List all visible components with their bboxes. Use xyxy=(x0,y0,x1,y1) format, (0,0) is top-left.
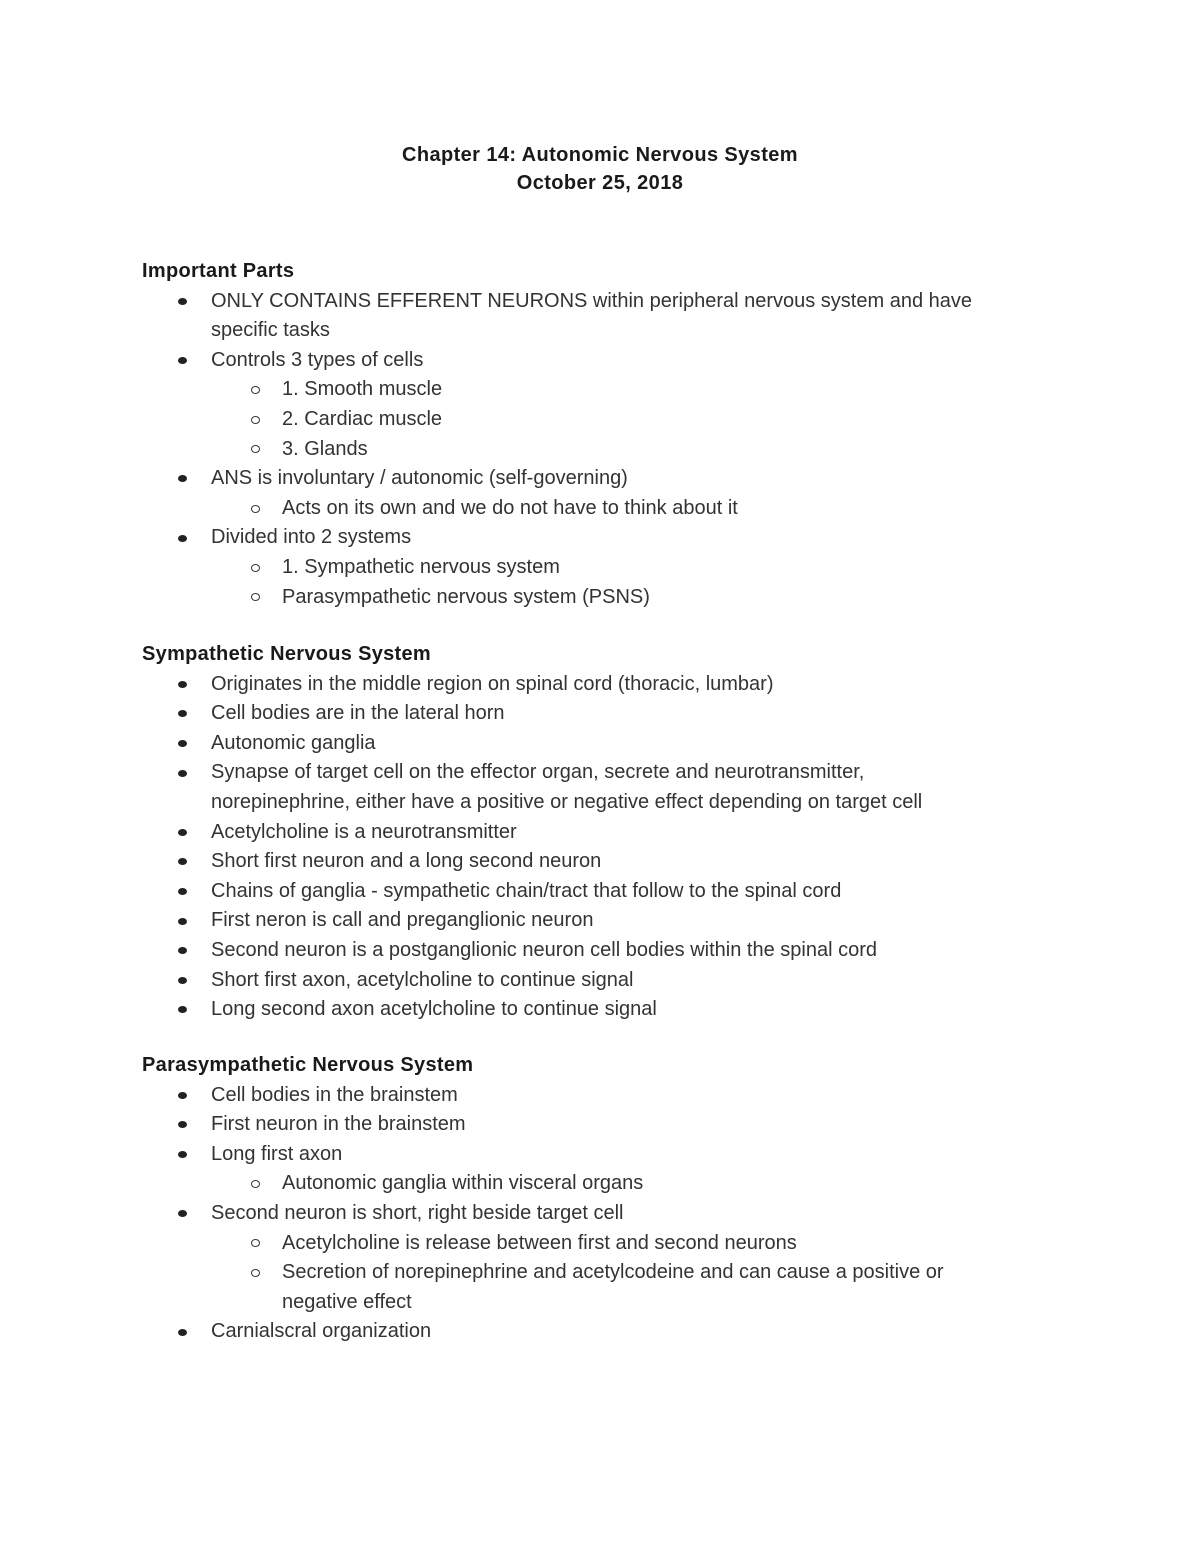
list-item xyxy=(142,877,1102,907)
list-item-text: 2. Cardiac muscle xyxy=(282,407,443,430)
bullet-disc-icon xyxy=(175,966,189,996)
list-item-text: Chains of ganglia - sympathetic chain/tract that follow to the spinal cord xyxy=(211,879,842,902)
bullet-disc-icon xyxy=(175,346,189,376)
list-item xyxy=(142,1288,1102,1318)
list-item xyxy=(142,847,1102,877)
list-item-text: Autonomic ganglia within visceral organs xyxy=(282,1172,644,1195)
list-item-text: Synapse of target cell on the effector organ, secrete and neurotransmitter, xyxy=(211,761,865,784)
list-item-text: Controls 3 types of cells xyxy=(211,348,424,371)
list-item-text: specific tasks xyxy=(211,319,330,342)
list-item-text: Long second axon acetylcholine to continue signal xyxy=(211,998,657,1021)
list-item-text: Short first axon, acetylcholine to continue signal xyxy=(211,968,634,991)
list-item-text: Second neuron is short, right beside target cell xyxy=(211,1201,624,1224)
bullet-disc-icon xyxy=(175,729,189,759)
list-item-text: Acetylcholine is release between first and second neurons xyxy=(282,1231,797,1254)
list-item-text: Long first axon xyxy=(211,1142,343,1165)
bullet-circle-icon xyxy=(248,435,262,465)
list-item xyxy=(142,553,1102,583)
list-item xyxy=(142,1258,1102,1288)
section-sympathetic xyxy=(142,640,1102,1025)
bullet-circle-icon xyxy=(248,1169,262,1199)
list-item-text: norepinephrine, either have a positive or negative effect depending on target cell xyxy=(211,790,923,813)
bullet-disc-icon xyxy=(175,995,189,1025)
list-item xyxy=(142,346,1102,376)
bullet-disc-icon xyxy=(175,523,189,553)
bullet-disc-icon xyxy=(175,1317,189,1347)
list-item xyxy=(142,729,1102,759)
bullet-disc-icon xyxy=(175,818,189,848)
list-item-text: Acts on its own and we do not have to think about it xyxy=(282,496,738,519)
section-list xyxy=(142,287,1102,613)
list-item xyxy=(142,316,1102,346)
document-title: Chapter 14: Autonomic Nervous System xyxy=(402,144,798,166)
bullet-disc-icon xyxy=(175,1140,189,1170)
list-item xyxy=(142,1229,1102,1259)
bullet-disc-icon xyxy=(175,1110,189,1140)
list-item-text: Secretion of norepinephrine and acetylcodeine and can cause a positive or xyxy=(282,1261,944,1284)
bullet-circle-icon xyxy=(248,583,262,613)
section-list xyxy=(142,1081,1102,1347)
section-list xyxy=(142,670,1102,1025)
list-item-text: Acetylcholine is a neurotransmitter xyxy=(211,820,517,843)
list-item-text: 1. Sympathetic nervous system xyxy=(282,555,560,578)
bullet-disc-icon xyxy=(175,847,189,877)
list-item-text: Short first neuron and a long second neuron xyxy=(211,850,602,873)
section-parasympathetic xyxy=(142,1051,1102,1347)
list-item xyxy=(142,1140,1102,1170)
list-item xyxy=(142,287,1102,317)
list-item xyxy=(142,995,1102,1025)
list-item-text: Cell bodies are in the lateral horn xyxy=(211,702,505,725)
bullet-disc-icon xyxy=(175,877,189,907)
bullet-circle-icon xyxy=(248,1229,262,1259)
list-item xyxy=(142,1199,1102,1229)
bullet-circle-icon xyxy=(248,375,262,405)
bullet-disc-icon xyxy=(175,699,189,729)
bullet-circle-icon xyxy=(248,553,262,583)
list-item-text: Originates in the middle region on spinal cord (thoracic, lumbar) xyxy=(211,672,774,695)
bullet-disc-icon xyxy=(175,906,189,936)
list-item xyxy=(142,1169,1102,1199)
list-item-text: First neron is call and preganglionic neuron xyxy=(211,909,594,932)
list-item xyxy=(142,906,1102,936)
section-heading: Sympathetic Nervous System xyxy=(142,643,432,665)
list-item xyxy=(142,435,1102,465)
list-item-text: Carnialscral organization xyxy=(211,1320,432,1343)
list-item xyxy=(142,1081,1102,1111)
section-important-parts xyxy=(142,257,1102,612)
list-item xyxy=(142,494,1102,524)
list-item xyxy=(142,936,1102,966)
list-item-text: negative effect xyxy=(282,1290,412,1313)
title-block xyxy=(0,141,1200,197)
list-item xyxy=(142,464,1102,494)
list-item-text: ANS is involuntary / autonomic (self-governing) xyxy=(211,467,628,490)
list-item-text: Parasympathetic nervous system (PSNS) xyxy=(282,585,650,608)
bullet-disc-icon xyxy=(175,936,189,966)
bullet-circle-icon xyxy=(248,494,262,524)
list-item xyxy=(142,818,1102,848)
list-item xyxy=(142,670,1102,700)
bullet-disc-icon xyxy=(175,670,189,700)
bullet-disc-icon xyxy=(175,1081,189,1111)
list-item xyxy=(142,966,1102,996)
bullet-disc-icon xyxy=(175,758,189,788)
list-item-text: Divided into 2 systems xyxy=(211,526,412,549)
list-item-text: Second neuron is a postganglionic neuron cell bodies within the spinal cord xyxy=(211,938,877,961)
list-item xyxy=(142,583,1102,613)
list-item xyxy=(142,375,1102,405)
list-item-text: Cell bodies in the brainstem xyxy=(211,1083,458,1106)
list-item xyxy=(142,1110,1102,1140)
list-item-text: First neuron in the brainstem xyxy=(211,1113,466,1136)
list-item xyxy=(142,1317,1102,1347)
list-item-text: 1. Smooth muscle xyxy=(282,378,443,401)
document-date: October 25, 2018 xyxy=(516,172,684,194)
list-item xyxy=(142,523,1102,553)
list-item-text: 3. Glands xyxy=(282,437,368,460)
list-item xyxy=(142,758,1102,788)
bullet-disc-icon xyxy=(175,287,189,317)
bullet-circle-icon xyxy=(248,1258,262,1288)
bullet-disc-icon xyxy=(175,464,189,494)
list-item-text: ONLY CONTAINS EFFERENT NEURONS within peripheral nervous system and have xyxy=(211,289,972,312)
bullet-circle-icon xyxy=(248,405,262,435)
list-item xyxy=(142,405,1102,435)
list-item xyxy=(142,788,1102,818)
bullet-disc-icon xyxy=(175,1199,189,1229)
section-heading: Parasympathetic Nervous System xyxy=(142,1054,474,1076)
list-item xyxy=(142,699,1102,729)
list-item-text: Autonomic ganglia xyxy=(211,731,376,754)
section-heading: Important Parts xyxy=(142,260,295,282)
